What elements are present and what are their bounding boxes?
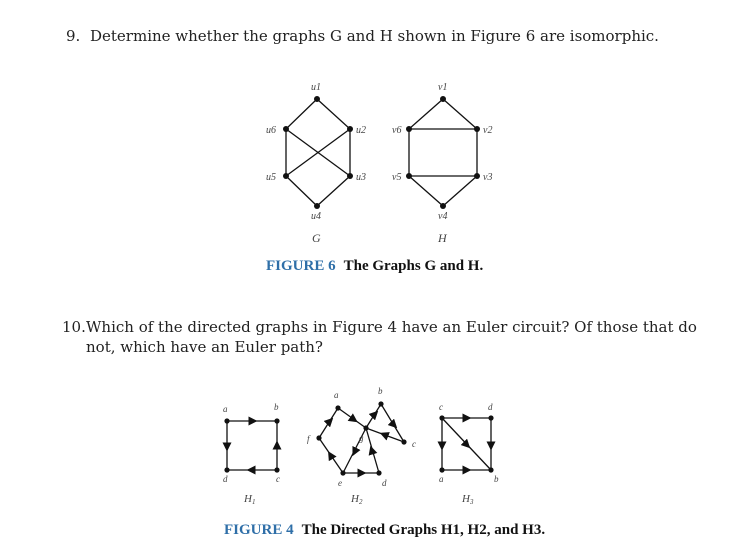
label-v6: v6 xyxy=(392,125,402,136)
arrow-h2-b-c xyxy=(393,424,394,425)
vertex-h2-g xyxy=(363,425,368,430)
vertex-h1-d xyxy=(224,467,229,472)
edge-u1-u2 xyxy=(317,99,350,129)
label-u3: u3 xyxy=(356,172,366,183)
vertex-h1-b xyxy=(274,418,279,423)
graph-name-h: H xyxy=(438,231,447,245)
problem-number: 9. xyxy=(66,27,81,45)
vertex-u4 xyxy=(314,203,320,209)
label-u4: u4 xyxy=(311,211,321,222)
arrow-h2-f-a xyxy=(329,421,330,422)
label-h2-f: f xyxy=(307,434,310,444)
vertex-u1 xyxy=(314,96,320,102)
vertex-h2-c xyxy=(401,439,406,444)
edge-h2-f-a xyxy=(319,408,338,438)
figure-6 xyxy=(250,76,510,251)
label-v1: v1 xyxy=(438,82,448,93)
vertex-h3-a xyxy=(439,467,444,472)
graph-name-h3: H3 xyxy=(462,493,474,506)
arrow-h2-e-f xyxy=(330,455,331,456)
label-h2-d: d xyxy=(382,478,387,488)
vertex-v6 xyxy=(406,126,412,132)
label-h2-b: b xyxy=(378,386,383,396)
caption-label: FIGURE 4 xyxy=(224,522,294,538)
label-h1-d: d xyxy=(223,474,228,484)
caption-label: FIGURE 6 xyxy=(266,258,336,274)
edge-v3-v4 xyxy=(443,176,477,206)
graph-name-g: G xyxy=(312,231,321,245)
vertex-h1-a xyxy=(224,418,229,423)
label-h2-c: c xyxy=(412,439,416,449)
edge-h2-g-b xyxy=(366,404,381,428)
vertex-u2 xyxy=(347,126,353,132)
label-v4: v4 xyxy=(438,211,448,222)
problem-9 xyxy=(66,26,726,46)
label-h1-c: c xyxy=(276,474,280,484)
label-h1-b: b xyxy=(274,402,279,412)
vertex-h3-d xyxy=(488,415,493,420)
edge-u1-u6 xyxy=(286,99,317,129)
vertex-h2-a xyxy=(335,405,340,410)
label-v2: v2 xyxy=(483,125,493,136)
label-u6: u6 xyxy=(266,125,276,136)
problem-line-2: not, which have an Euler path? xyxy=(86,338,323,356)
edge-u4-u5 xyxy=(286,176,317,206)
edge-u3-u4 xyxy=(317,176,350,206)
problem-number: 10. xyxy=(62,318,86,336)
label-h2-a: a xyxy=(334,390,339,400)
vertex-v1 xyxy=(440,96,446,102)
label-h3-d: d xyxy=(488,402,493,412)
vertex-h3-b xyxy=(488,467,493,472)
graph-name-h2: H2 xyxy=(351,493,363,506)
vertex-h3-c xyxy=(439,415,444,420)
edge-v1-v2 xyxy=(443,99,477,129)
vertex-u5 xyxy=(283,173,289,179)
caption-title: The Directed Graphs H1, H2, and H3. xyxy=(301,522,546,538)
vertex-h1-c xyxy=(274,467,279,472)
edge-v4-v5 xyxy=(409,176,443,206)
label-h3-b: b xyxy=(494,474,499,484)
vertex-v3 xyxy=(474,173,480,179)
problem-line-1: 10.Which of the directed graphs in Figure 4 have an Euler circuit? Of those that do xyxy=(62,318,697,336)
label-h2-g: g xyxy=(359,433,364,443)
edge-h2-a-g xyxy=(338,408,366,428)
vertex-u3 xyxy=(347,173,353,179)
arrow-h3-c-b xyxy=(466,444,467,445)
figure-4-caption xyxy=(224,522,545,539)
figure-6-caption xyxy=(266,258,483,275)
vertex-u6 xyxy=(283,126,289,132)
vertex-v4 xyxy=(440,203,446,209)
label-h3-c: c xyxy=(439,402,443,412)
vertex-h2-b xyxy=(378,401,383,406)
label-h2-e: e xyxy=(338,478,342,488)
caption-title: The Graphs G and H. xyxy=(343,258,484,274)
problem-text: Determine whether the graphs G and H shown in Figure 6 are isomorphic. xyxy=(90,27,659,45)
vertex-v2 xyxy=(474,126,480,132)
vertex-h2-e xyxy=(340,470,345,475)
label-h3-a: a xyxy=(439,474,444,484)
vertex-h2-f xyxy=(316,435,321,440)
figure-4 xyxy=(210,385,520,515)
arrow-h2-g-b xyxy=(374,414,375,415)
edge-h2-b-c xyxy=(381,404,404,442)
vertex-v5 xyxy=(406,173,412,179)
graph-name-h1: H1 xyxy=(244,493,256,506)
problem-10 xyxy=(62,317,702,357)
vertex-h2-d xyxy=(376,470,381,475)
edge-v1-v6 xyxy=(409,99,443,129)
label-u1: u1 xyxy=(311,82,321,93)
label-u5: u5 xyxy=(266,172,276,183)
label-v3: v3 xyxy=(483,172,493,183)
arrow-h2-g-e xyxy=(355,451,356,452)
arrow-h2-a-g xyxy=(353,419,354,420)
graph-g xyxy=(286,99,350,206)
label-h1-a: a xyxy=(223,404,228,414)
label-v5: v5 xyxy=(392,172,402,183)
label-u2: u2 xyxy=(356,125,366,136)
graph-h xyxy=(409,99,477,206)
